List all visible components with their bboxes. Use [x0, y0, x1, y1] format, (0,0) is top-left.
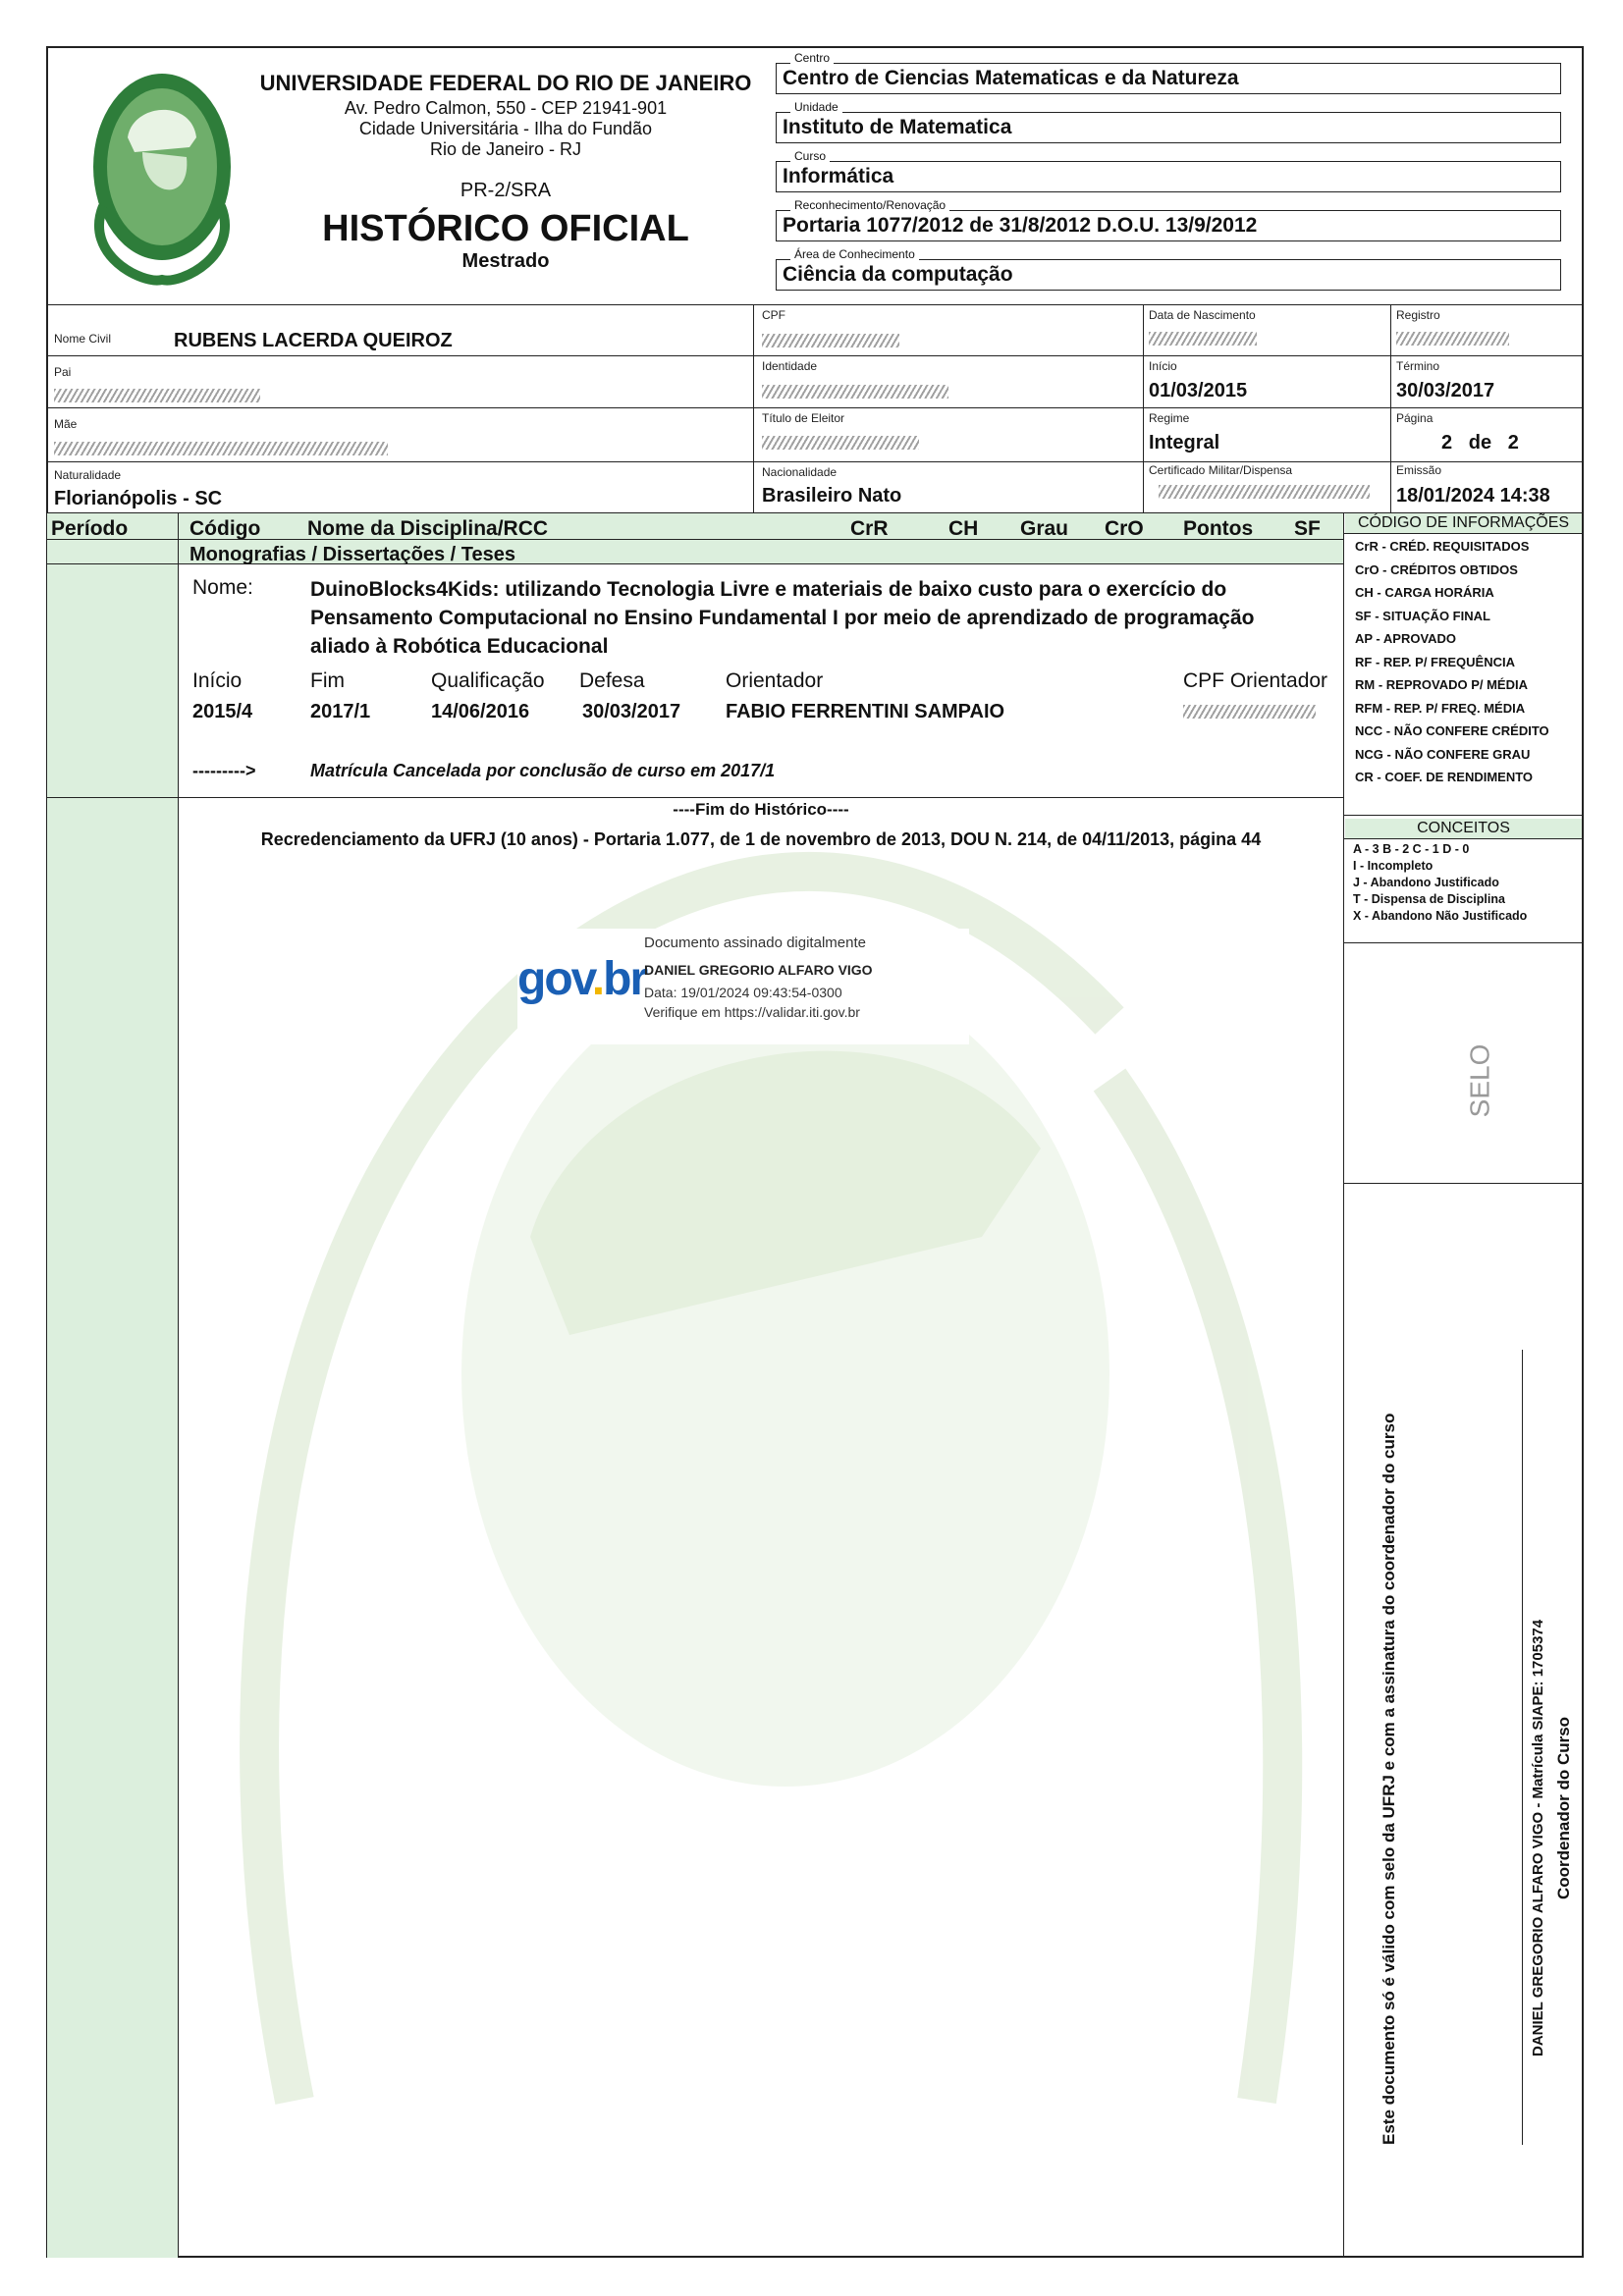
emissao-label: Emissão — [1396, 463, 1442, 477]
inicio-label: Início — [1149, 359, 1177, 373]
col-periodo: Período — [51, 517, 129, 540]
centro-value: Centro de Ciencias Matematicas e da Natureza — [783, 67, 1239, 89]
codigo-item: CR - COEF. DE RENDIMENTO — [1355, 770, 1534, 784]
pai-label: Pai — [54, 365, 72, 379]
label-cpf-orientador: CPF Orientador — [1183, 669, 1328, 692]
conceito-item: A - 3 B - 2 C - 1 D - 0 — [1353, 842, 1470, 856]
unidade-value: Instituto de Matematica — [783, 116, 1012, 138]
label-inicio: Início — [192, 669, 243, 692]
nascimento-label: Data de Nascimento — [1149, 308, 1256, 322]
document-frame — [46, 46, 1584, 2258]
thesis-title-line-1: DuinoBlocks4Kids: utilizando Tecnologia Livre e materiais de baixo custo para o exercício do — [310, 578, 1227, 601]
value-inicio: 2015/4 — [192, 701, 253, 722]
selo-label: SELO — [1464, 1043, 1495, 1118]
signature-line — [1522, 1350, 1523, 2145]
col-codigo: Código — [189, 517, 261, 540]
signature-line-4: Verifique em https://validar.iti.gov.br — [644, 1004, 860, 1020]
thesis-name-label: Nome: — [192, 576, 253, 599]
redacted-pai — [54, 389, 260, 402]
digital-signature — [517, 929, 969, 1044]
coordinator-name: DANIEL GREGORIO ALFARO VIGO - Matrícula SIAPE: 1705374 — [1530, 1619, 1546, 2056]
curso-label: Curso — [790, 149, 830, 163]
redacted-certificado — [1159, 485, 1370, 499]
codigo-item: RF - REP. P/ FREQUÊNCIA — [1355, 654, 1516, 669]
cancel-note: Matrícula Cancelada por conclusão de curso em 2017/1 — [310, 761, 776, 780]
signature-line-2: DANIEL GREGORIO ALFARO VIGO — [644, 962, 873, 978]
document-title: HISTÓRICO OFICIAL — [322, 208, 689, 249]
codigos-list — [1355, 535, 1549, 789]
thesis-title — [310, 575, 1254, 661]
label-fim: Fim — [310, 669, 345, 692]
area-label: Área de Conhecimento — [790, 247, 919, 261]
reconhecimento-box — [776, 198, 1561, 241]
label-qualificacao: Qualificação — [431, 669, 545, 692]
value-qualificacao: 14/06/2016 — [431, 701, 530, 722]
signature-line-1: Documento assinado digitalmente — [644, 934, 866, 951]
pagina-label: Página — [1396, 411, 1434, 425]
conceito-item: X - Abandono Não Justificado — [1353, 909, 1528, 923]
regime-value: Integral — [1149, 432, 1220, 454]
conceito-item: I - Incompleto — [1353, 859, 1434, 873]
validity-note: Este documento só é válido com selo da UFRJ e com a assinatura do coordenador do curso — [1380, 1413, 1398, 2145]
col-grau: Grau — [1020, 517, 1069, 540]
conceitos-title: CONCEITOS — [1417, 820, 1510, 836]
end-of-history: ----Fim do Histórico---- — [673, 800, 849, 819]
recredenciamento: Recredenciamento da UFRJ (10 anos) - Portaria 1.077, de 1 de novembro de 2013, DOU N. 214, de 04/11/2013, página 44 — [260, 829, 1262, 849]
termino-value: 30/03/2017 — [1396, 380, 1495, 401]
curso-value: Informática — [783, 165, 894, 187]
codigo-item: CrO - CRÉDITOS OBTIDOS — [1355, 561, 1518, 577]
university-name: UNIVERSIDADE FEDERAL DO RIO DE JANEIRO — [259, 71, 752, 95]
area-box — [776, 247, 1561, 291]
ufrj-logo — [74, 59, 250, 294]
col-pontos: Pontos — [1183, 517, 1254, 540]
redacted-titulo — [762, 436, 919, 450]
nacionalidade-value: Brasileiro Nato — [762, 485, 902, 507]
codigo-item: AP - APROVADO — [1355, 631, 1457, 646]
codigo-item: SF - SITUAÇÃO FINAL — [1355, 608, 1490, 623]
address-line-3: Rio de Janeiro - RJ — [429, 139, 582, 159]
redacted-cpf — [762, 334, 899, 347]
pagina-value: 2 de 2 — [1441, 432, 1519, 454]
codigo-item: NCG - NÃO CONFERE GRAU — [1355, 746, 1531, 762]
codigo-item: CH - CARGA HORÁRIA — [1355, 585, 1494, 600]
label-defesa: Defesa — [579, 669, 645, 692]
emissao-value: 18/01/2024 14:38 — [1396, 485, 1550, 507]
conceito-item: T - Dispensa de Disciplina — [1353, 892, 1505, 906]
col-crr: CrR — [850, 517, 889, 540]
termino-label: Término — [1396, 359, 1440, 373]
coordinator-role: Coordenador do Curso — [1554, 1716, 1573, 1899]
redacted-mae — [54, 442, 388, 455]
redacted-registro — [1396, 332, 1509, 346]
section-title: Monografias / Dissertações / Teses — [189, 544, 515, 565]
nome-civil-value: RUBENS LACERDA QUEIROZ — [174, 330, 453, 351]
value-fim: 2017/1 — [310, 701, 371, 722]
value-defesa: 30/03/2017 — [582, 701, 681, 722]
nacionalidade-label: Nacionalidade — [762, 465, 838, 479]
certificado-label: Certificado Militar/Dispensa — [1149, 463, 1293, 477]
regime-label: Regime — [1149, 411, 1190, 425]
redacted-identidade — [762, 385, 948, 399]
codigo-item: RM - REPROVADO P/ MÉDIA — [1355, 677, 1528, 692]
identidade-label: Identidade — [762, 359, 818, 373]
curso-box — [776, 149, 1561, 192]
unidade-label: Unidade — [790, 100, 842, 114]
label-orientador: Orientador — [726, 669, 824, 692]
conceitos-list — [1353, 841, 1527, 925]
centro-label: Centro — [790, 51, 834, 65]
department: PR-2/SRA — [460, 180, 552, 201]
codigo-item: CrR - CRÉD. REQUISITADOS — [1355, 539, 1530, 554]
thesis-title-line-3: aliado à Robótica Educacional — [310, 635, 609, 658]
col-cro: CrO — [1105, 517, 1144, 540]
codigo-item: NCC - NÃO CONFERE CRÉDITO — [1355, 723, 1549, 738]
cancel-arrow: ---------> — [192, 761, 256, 780]
codigo-item: RFM - REP. P/ FREQ. MÉDIA — [1355, 700, 1526, 716]
inicio-value: 01/03/2015 — [1149, 380, 1248, 401]
naturalidade-value: Florianópolis - SC — [54, 488, 223, 509]
value-orientador: FABIO FERRENTINI SAMPAIO — [726, 701, 1005, 722]
conceito-item: J - Abandono Justificado — [1353, 876, 1499, 889]
address-line-2: Cidade Universitária - Ilha do Fundão — [358, 119, 653, 138]
govbr-logo: gov.br — [517, 953, 647, 1005]
reconhecimento-value: Portaria 1077/2012 de 31/8/2012 D.O.U. 13/9/2012 — [783, 214, 1258, 237]
degree-level: Mestrado — [461, 250, 550, 272]
naturalidade-label: Naturalidade — [54, 468, 122, 482]
titulo-label: Título de Eleitor — [762, 411, 845, 425]
redacted-cpf-orientador — [1183, 705, 1316, 719]
thesis-title-line-2: Pensamento Computacional no Ensino Fundamental I por meio de aprendizado de programação — [310, 607, 1255, 629]
col-ch: CH — [948, 517, 979, 540]
cpf-label: CPF — [762, 308, 785, 322]
col-sf: SF — [1294, 517, 1321, 540]
centro-box — [776, 51, 1561, 94]
redacted-nascimento — [1149, 332, 1257, 346]
nome-civil-label: Nome Civil — [54, 332, 112, 346]
address-line-1: Av. Pedro Calmon, 550 - CEP 21941-901 — [344, 98, 668, 118]
mae-label: Mãe — [54, 417, 78, 431]
signature-line-3: Data: 19/01/2024 09:43:54-0300 — [644, 985, 842, 1000]
registro-label: Registro — [1396, 308, 1440, 322]
unidade-box — [776, 100, 1561, 143]
reconhecimento-label: Reconhecimento/Renovação — [790, 198, 949, 212]
col-nome: Nome da Disciplina/RCC — [307, 517, 549, 540]
area-value: Ciência da computação — [783, 263, 1013, 286]
codigos-title: CÓDIGO DE INFORMAÇÕES — [1357, 514, 1570, 531]
